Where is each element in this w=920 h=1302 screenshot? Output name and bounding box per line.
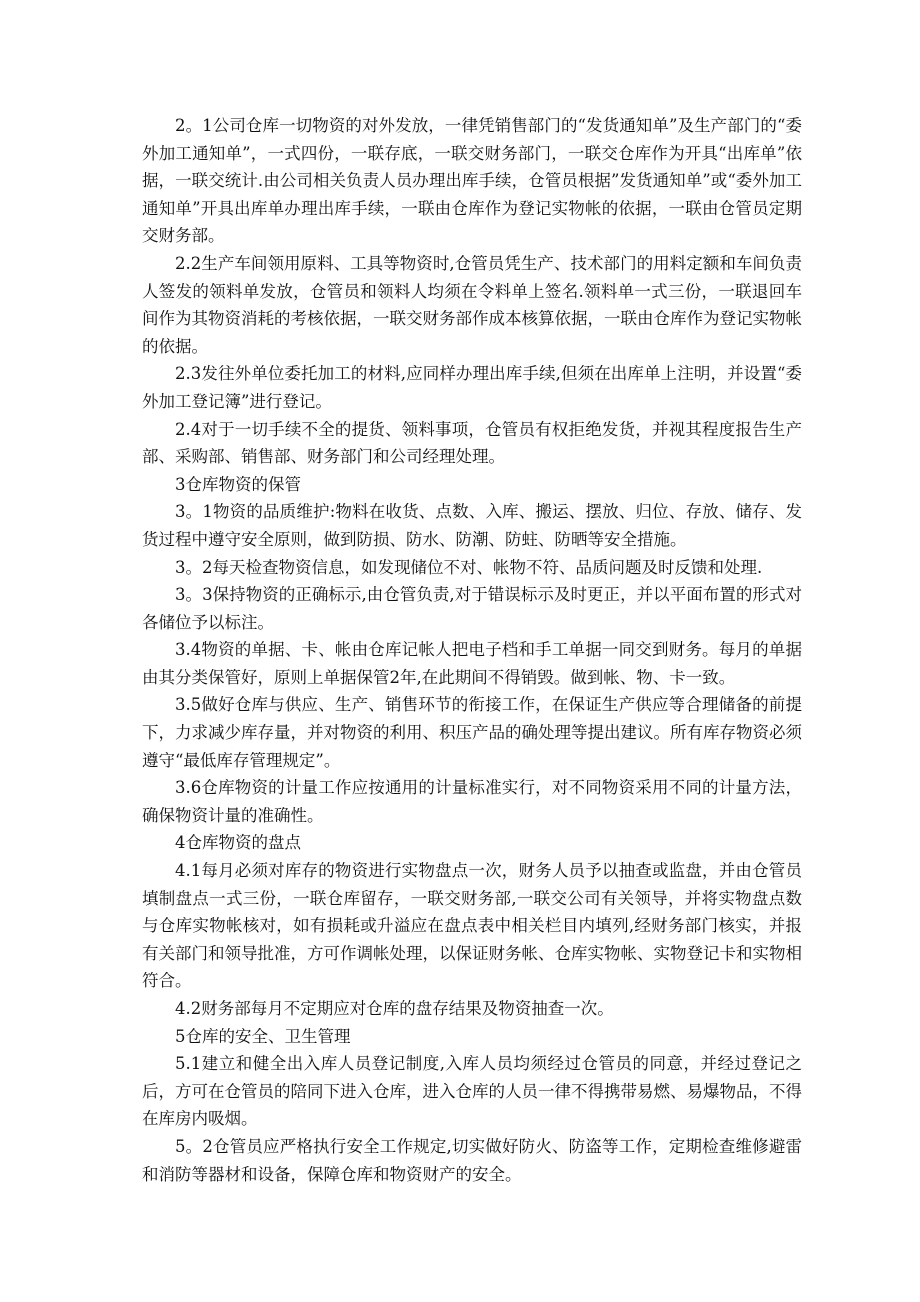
paragraph-2-1: 2。1公司仓库一切物资的对外发放，一律凭销售部门的“发货通知单”及生产部门的“委外加工通知单”，一式四份，一联存底，一联交财务部门，一联交仓库作为开具“出库单”依据，一联交统计.由公司相关负责人员办理出库手续，仓管员根据”发货通知单”或“委外加工通知单”开具出库单办理出库手续，一联由仓库作为登记实物帐的依据，一联由仓管员定期交财务部。 [142,116,802,246]
paragraph-4-2: 4.2财务部每月不定期应对仓库的盘存结果及物资抽查一次。 [175,999,614,1018]
paragraph-2-4: 2.4对于一切手续不全的提货、领料事项，仓管员有权拒绝发货，并视其程度报告生产部、采购部、销售部、财务部门和公司经理处理。 [142,419,802,467]
paragraph-3-5: 3.5做好仓库与供应、生产、销售环节的衔接工作，在保证生产供应等合理储备的前提下，力求减少库存量，并对物资的利用、积压产品的确处理等提出建议。所有库存物资必须遵守“最低库存管理规定”。 [142,695,802,770]
paragraph-3-2: 3。2每天检查物资信息，如发现储位不对、帐物不符、品质问题及时反馈和处理. [175,557,763,577]
paragraph-3-3: 3。3保持物资的正确标示,由仓管负责,对于错误标示及时更正，并以平面布置的形式对各储位予以标注。 [142,585,802,632]
paragraph-4-1: 4.1每月必须对库存的物资进行实物盘点一次，财务人员予以抽查或监盘，并由仓管员填制盘点一式三份，一联仓库留存，一联交财务部,一联交公司有关领导，并将实物盘点数与仓库实物帐核对，如有损耗或升溢应在盘点表中相关栏目内填列,经财务部门核实，并报有关部门和领导批准，方可作调帐处理，以保证财务帐、仓库实物帐、实物登记卡和实物相符合。 [142,861,802,991]
paragraph-5-2: 5。2仓管员应严格执行安全工作规定,切实做好防火、防盗等工作，定期检查维修避雷和消防等器材和设备，保障仓库和物资财产的安全。 [142,1136,802,1184]
paragraph-5-1: 5.1建立和健全出入库人员登记制度,入库人员均须经过仓管员的同意，并经过登记之后，方可在仓管员的陪同下进入仓库，进入仓库的人员一律不得携带易燃、易爆物品，不得在库房内吸烟。 [142,1054,802,1129]
paragraph-3-4: 3.4物资的单据、卡、帐由仓库记帐人把电子档和手工单据一同交到财务。每月的单据由其分类保管好，原则上单据保管2年,在此期间不得销毁。做到帐、物、卡一致。 [142,640,802,687]
section-heading-4: 4仓库物资的盘点 [175,833,301,853]
paragraph-3-6: 3.6仓库物资的计量工作应按通用的计量标准实行，对不同物资采用不同的计量方法，确保物资计量的准确性。 [142,778,802,825]
paragraph-2-2: 2.2生产车间领用原料、工具等物资时,仓管员凭生产、技术部门的用料定额和车间负责人签发的领料单发放，仓管员和领料人均须在令料单上签名.领料单一式三份，一联退回车间作为其物资消耗的考核依据，一联交财务部作成本核算依据，一联由仓库作为登记实物帐的依据。 [142,253,802,356]
document-body [142,112,802,1188]
section-heading-3: 3仓库物资的保管 [175,474,301,494]
section-heading-5: 5仓库的安全、卫生管理 [175,1026,351,1046]
paragraph-2-3: 2.3发往外单位委托加工的材料,应同样办理出库手续,但须在出库单上注明，并设置“委外加工登记簿”进行登记。 [142,364,802,411]
paragraph-3-1: 3。1物资的品质维护:物料在收货、点数、入库、搬运、摆放、归位、存放、储存、发货过程中遵守安全原则，做到防损、防水、防潮、防蛀、防晒等安全措施。 [142,502,802,549]
